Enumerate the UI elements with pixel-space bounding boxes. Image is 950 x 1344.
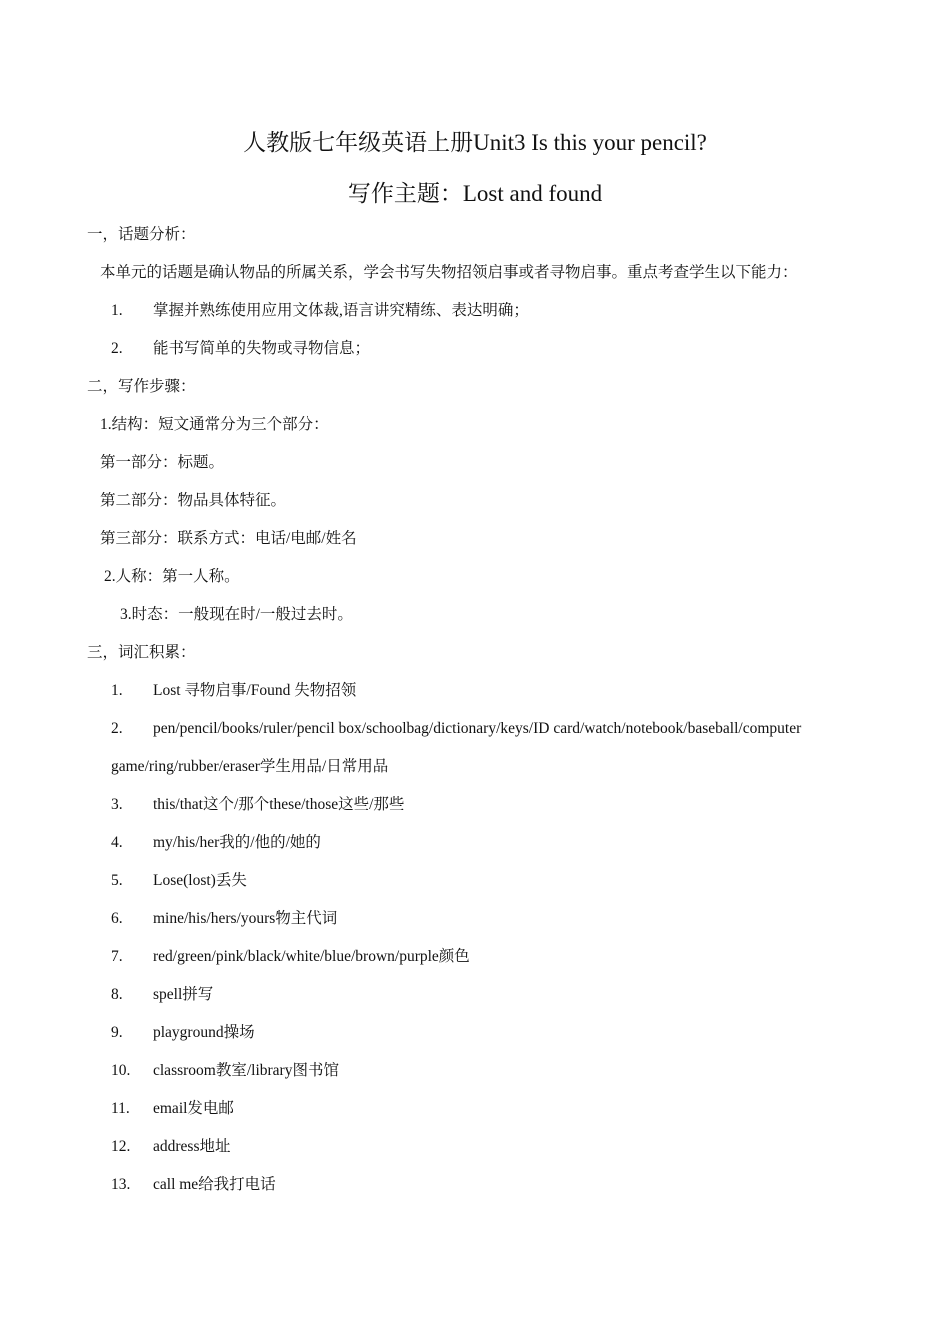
list-item [111,909,911,929]
list-item [111,719,911,739]
list-item [111,1061,911,1081]
list-item [111,681,911,701]
list-item [111,947,911,967]
list-text: classroom教室/library图书馆 [153,1062,339,1079]
list-item [111,871,911,891]
list-number: 1. [111,682,123,699]
list-number: 12. [111,1138,131,1155]
document-subtitle: 写作主题：Lost and found [347,181,603,206]
list-text-continued: game/ring/rubber/eraser学生用品/日常用品 [111,758,389,775]
list-number: 5. [111,872,123,889]
list-text: Lose(lost)丢失 [153,872,247,889]
list-item [111,985,911,1005]
list-text: Lost 寻物启事/Found 失物招领 [153,682,357,699]
list-text: call me给我打电话 [153,1176,276,1193]
list-number: 8. [111,986,123,1003]
list-number: 13. [111,1176,131,1193]
list-number: 6. [111,910,123,927]
list-item [111,339,911,359]
list-text: red/green/pink/black/white/blue/brown/purple颜色 [153,948,470,965]
list-number: 4. [111,834,123,851]
step-line: 第二部分：物品具体特征。 [100,492,287,509]
list-item [111,1099,911,1119]
list-number: 3. [111,796,123,813]
document-title: 人教版七年级英语上册Unit3 Is this your pencil? [243,130,707,155]
list-text: spell拼写 [153,986,214,1003]
list-number: 11. [111,1100,130,1117]
list-item [111,301,911,321]
list-text: pen/pencil/books/ruler/pencil box/schoolbag/dictionary/keys/ID card/watch/notebook/baseball/computer [153,720,802,737]
list-text: playground操场 [153,1024,255,1041]
list-text: my/his/her我的/他的/她的 [153,834,321,851]
list-text: this/that这个/那个these/those这些/那些 [153,796,405,813]
list-item [111,1175,911,1195]
list-text: 掌握并熟练使用应用文体裁,语言讲究精练、表达明确； [153,302,529,319]
section-heading-vocabulary: 三，词汇积累： [87,644,196,661]
list-number: 2. [111,340,123,357]
list-number: 9. [111,1024,123,1041]
step-line: 第三部分：联系方式：电话/电邮/姓名 [100,530,357,547]
list-number: 10. [111,1062,131,1079]
step-line: 1.结构：短文通常分为三个部分： [100,416,329,433]
list-number: 1. [111,302,123,319]
section1-intro: 本单元的话题是确认物品的所属关系，学会书写失物招领启事或者寻物启事。重点考查学生以下能力： [100,264,798,281]
step-line: 第一部分：标题。 [100,454,225,471]
list-text: mine/his/hers/yours物主代词 [153,910,338,927]
list-number: 7. [111,948,123,965]
list-text: email发电邮 [153,1100,234,1117]
list-item-continuation [111,757,911,777]
step-line: 3.时态：一般现在时/一般过去时。 [120,606,353,623]
list-number: 2. [111,720,123,737]
step-line: 2.人称：第一人称。 [104,568,240,585]
section-heading-topic-analysis: 一，话题分析： [87,226,196,243]
list-item [111,795,911,815]
list-item [111,833,911,853]
section-heading-writing-steps: 二，写作步骤： [87,378,196,395]
list-text: address地址 [153,1138,231,1155]
list-item [111,1023,911,1043]
list-item [111,1137,911,1157]
list-text: 能书写简单的失物或寻物信息； [153,340,371,357]
